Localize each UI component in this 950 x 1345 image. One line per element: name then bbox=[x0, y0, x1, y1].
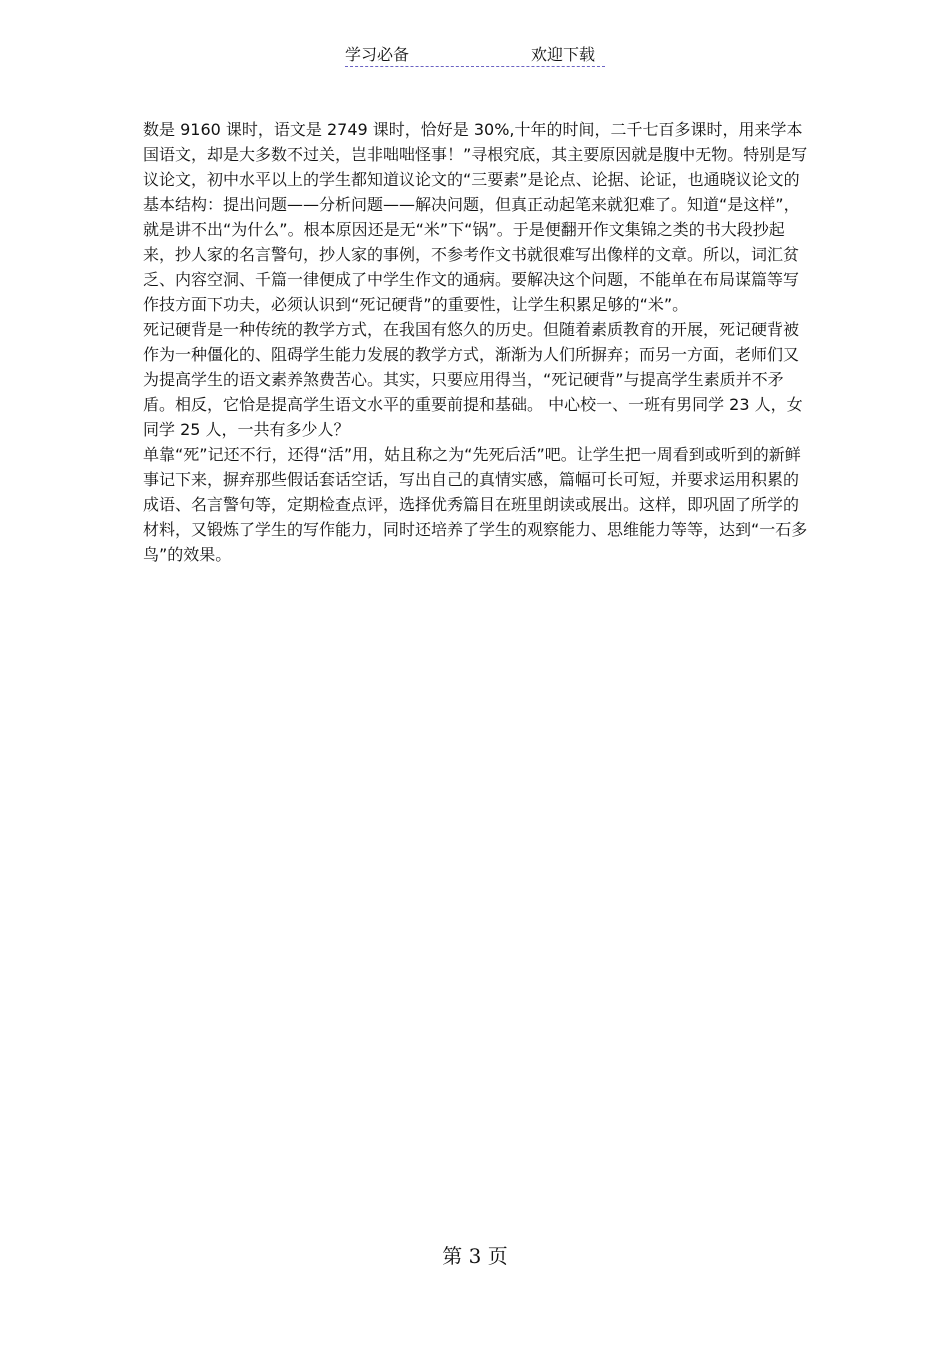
header-right-text: 欢迎下载 bbox=[531, 45, 596, 64]
paragraph-2: 死记硬背是一种传统的教学方式，在我国有悠久的历史。但随着素质教育的开展，死记硬背被作为一种僵化的、阻碍学生能力发展的教学方式，渐渐为人们所摒弃；而另一方面，老师们又为提高学生的语文素养煞费苦心。其实，只要应用得当，“死记硬背”与提高学生素质并不矛盾。相反，它恰是提高学生语文水平的重要前提和基础。 中心校一、一班有男同学 23 人，女同学 25 人，一共有多少人？ bbox=[143, 320, 803, 439]
paragraph-1: 数是 9160 课时，语文是 2749 课时，恰好是 30%,十年的时间，二千七百多课时，用来学本国语文，却是大多数不过关，岂非咄咄怪事！”寻根究底，其主要原因就是腹中无物。特别是写议论文，初中水平以上的学生都知道议论文的“三要素”是论点、论据、论证，也通晓议论文的基本结构：提出问题——分析问题——解决问题，但真正动起笔来就犯难了。知道“是这样”，就是讲不出“为什么”。根本原因还是无“米”下“锅”。于是便翻开作文集锦之类的书大段抄起来，抄人家的名言警句，抄人家的事例，不参考作文书就很难写出像样的文章。所以，词汇贫乏、内容空洞、千篇一律便成了中学生作文的通病。要解决这个问题，不能单在布局谋篇等写作技方面下功夫，必须认识到“死记硬背”的重要性，让学生积累足够的“米”。 bbox=[143, 120, 808, 314]
document-body bbox=[143, 117, 808, 567]
page-header bbox=[345, 40, 605, 67]
paragraph-3: 单靠“死”记还不行，还得“活”用，姑且称之为“先死后活”吧。让学生把一周看到或听到的新鲜事记下来，摒弃那些假话套话空话，写出自己的真情实感，篇幅可长可短，并要求运用积累的成语、名言警句等，定期检查点评，选择优秀篇目在班里朗读或展出。这样，即巩固了所学的材料，又锻炼了学生的写作能力，同时还培养了学生的观察能力、思维能力等等，达到“一石多鸟”的效果。 bbox=[143, 445, 808, 564]
page-number: 第 3 页 bbox=[442, 1244, 508, 1268]
header-left-text: 学习必备 bbox=[345, 45, 410, 64]
